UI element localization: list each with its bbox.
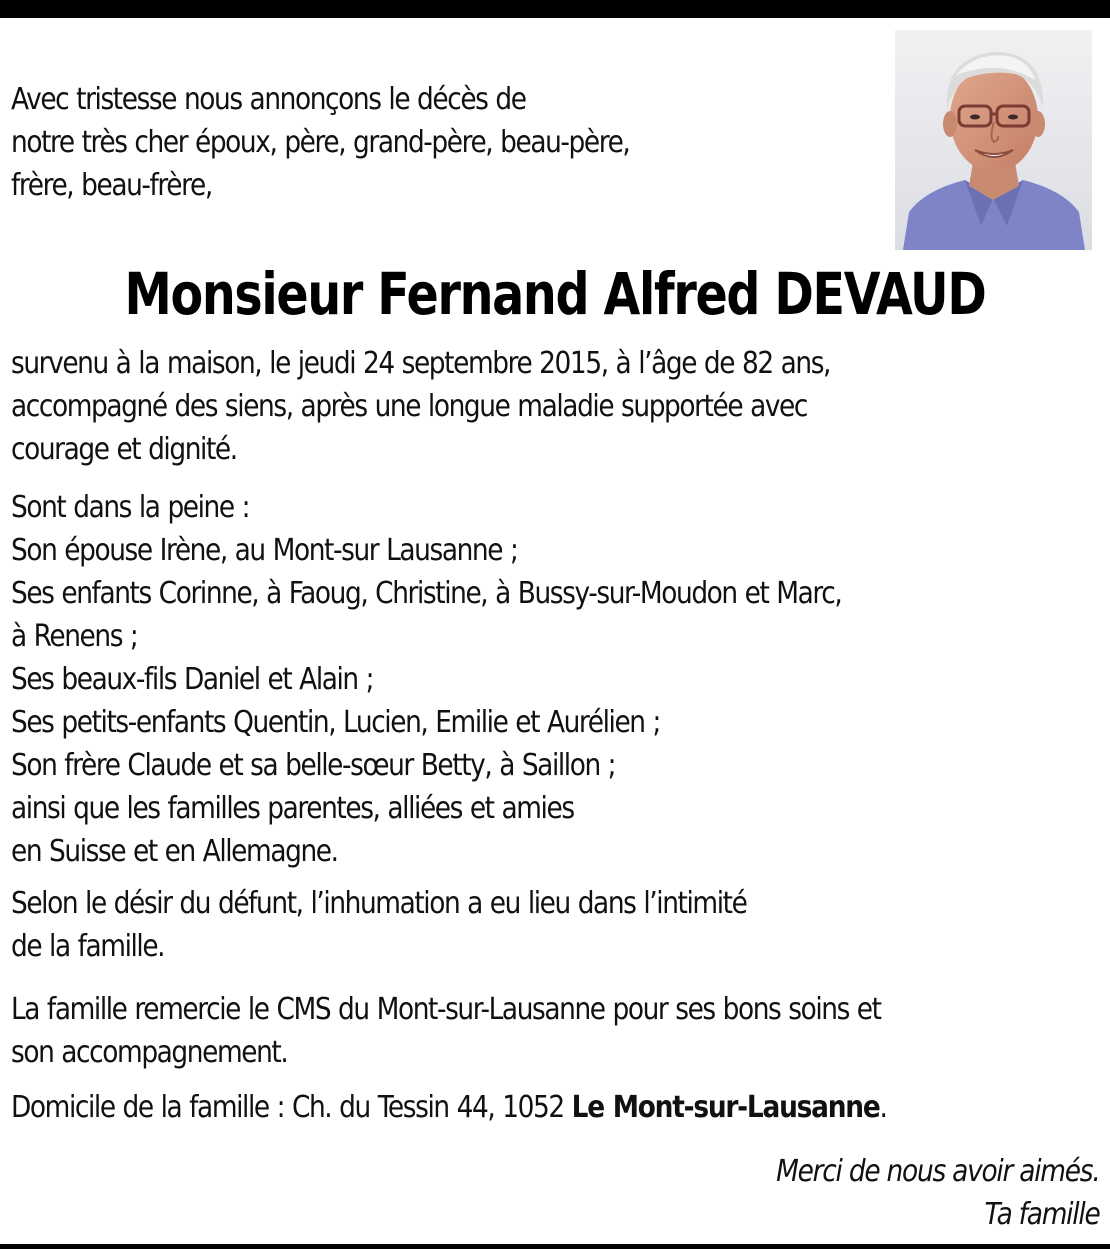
- intro-line: Avec tristesse nous annonçons le décès de: [11, 82, 526, 117]
- family-address: [11, 1086, 886, 1129]
- intro-paragraph: [11, 78, 629, 207]
- thanks-paragraph: [11, 988, 881, 1074]
- signoff-signature: Ta famille: [983, 1197, 1099, 1232]
- address-text: Domicile de la famille : Ch. du Tessin 44, 1052: [11, 1090, 572, 1125]
- mourners-line: en Suisse et en Allemagne.: [11, 834, 338, 869]
- mourners-line: Son frère Claude et sa belle-sœur Betty, à Saillon ;: [11, 748, 616, 783]
- circumstances-line: accompagné des siens, après une longue maladie supportée avec: [11, 389, 808, 424]
- thanks-line: La famille remercie le CMS du Mont-sur-Lausanne pour ses bons soins et: [11, 992, 881, 1027]
- mourners-line: Sont dans la peine :: [11, 490, 250, 525]
- mourners-line: Ses petits-enfants Quentin, Lucien, Emilie et Aurélien ;: [11, 705, 660, 740]
- mourners-line: Son épouse Irène, au Mont-sur Lausanne ;: [11, 533, 518, 568]
- signoff: [776, 1150, 1099, 1236]
- intro-line: notre très cher époux, père, grand-père, beau-père,: [11, 125, 630, 160]
- mourners-paragraph: [11, 486, 841, 873]
- thanks-line: son accompagnement.: [11, 1035, 288, 1070]
- burial-line: Selon le désir du défunt, l’inhumation a eu lieu dans l’intimité: [11, 886, 747, 921]
- intro-line: frère, beau-frère,: [11, 168, 212, 203]
- top-border-rule: [0, 0, 1110, 18]
- mourners-line: à Renens ;: [11, 619, 138, 654]
- mourners-line: Ses beaux-fils Daniel et Alain ;: [11, 662, 374, 697]
- deceased-name: Monsieur Fernand Alfred DEVAUD: [124, 260, 986, 328]
- address-period: .: [879, 1090, 887, 1125]
- circumstances-line: survenu à la maison, le jeudi 24 septembre 2015, à l’âge de 82 ans,: [11, 346, 831, 381]
- signoff-message: Merci de nous avoir aimés.: [775, 1154, 1099, 1189]
- mourners-line: ainsi que les familles parentes, alliées et amies: [11, 791, 574, 826]
- mourners-line: Ses enfants Corinne, à Faoug, Christine, à Bussy-sur-Moudon et Marc,: [11, 576, 842, 611]
- portrait-photo: [895, 30, 1092, 250]
- circumstances-line: courage et dignité.: [11, 432, 237, 467]
- burial-line: de la famille.: [11, 929, 165, 964]
- death-circumstances-paragraph: [11, 342, 830, 471]
- bottom-border-rule: [0, 1244, 1110, 1249]
- address-town: Le Mont-sur-Lausanne: [571, 1090, 880, 1125]
- burial-paragraph: [11, 882, 746, 968]
